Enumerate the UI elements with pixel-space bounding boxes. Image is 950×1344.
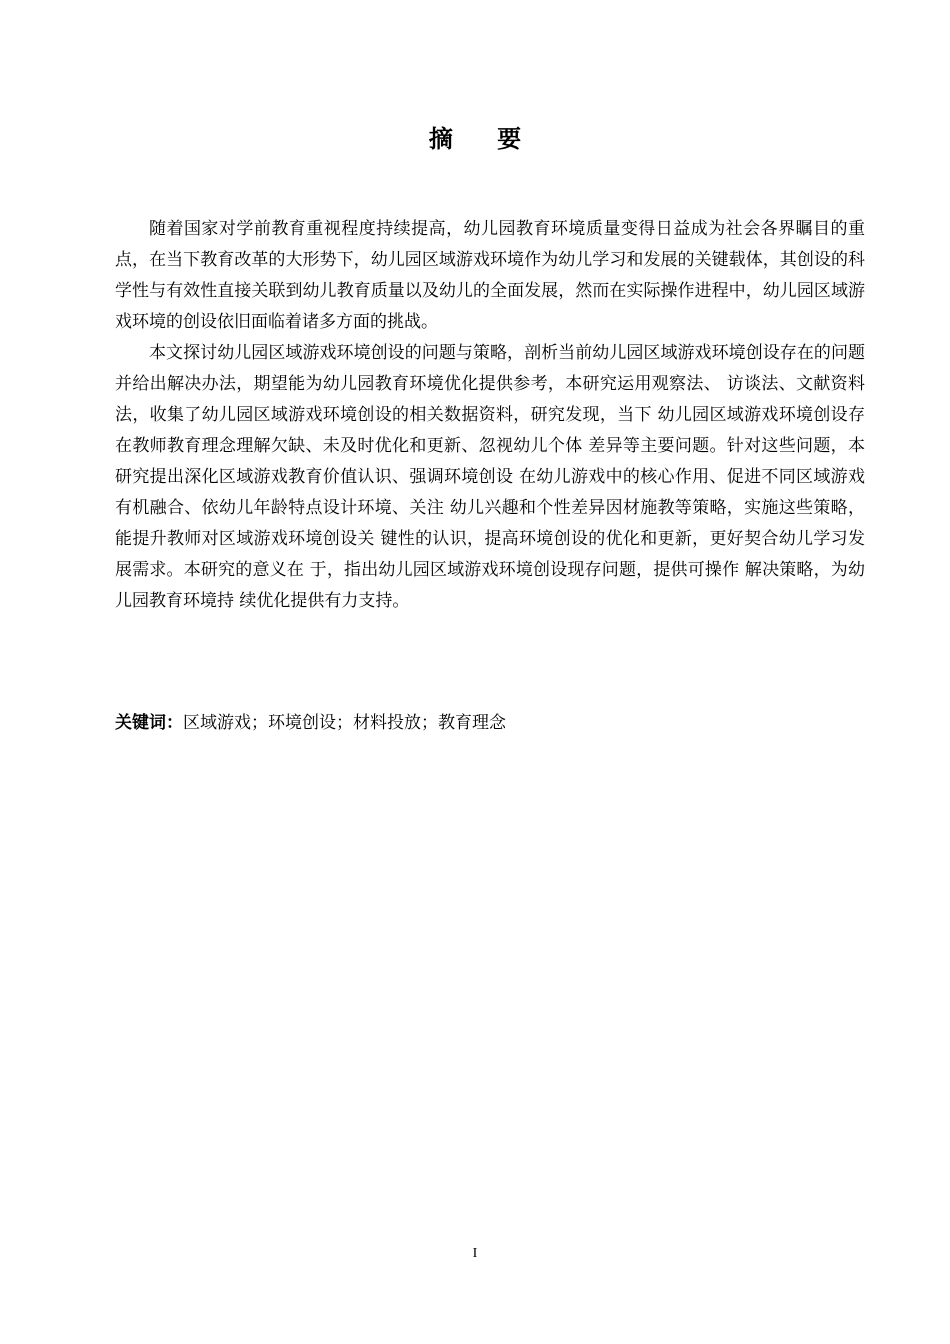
abstract-body (115, 214, 865, 617)
abstract-paragraph-2: 本文探讨幼儿园区域游戏环境创设的问题与策略，剖析当前幼儿园区域游戏环境创设存在的问题并给出解决办法，期望能为幼儿园教育环境优化提供参考，本研究运用观察法、 访谈法、文献资料法，收集了幼儿园区域游戏环境创设的相关数据资料，研究发现，当下 幼儿园区域游戏环境创设存在教师教育理念理解欠缺、未及时优化和更新、忽视幼儿个体 差异等主要问题。针对这些问题，本研究提出深化区域游戏教育价值认识、强调环境创设 在幼儿游戏中的核心作用、促进不同区域游戏有机融合、依幼儿年龄特点设计环境、关注 幼儿兴趣和个性差异因材施教等策略，实施这些策略，能提升教师对区域游戏环境创设关 键性的认识，提高环境创设的优化和更新，更好契合幼儿学习发展需求。本研究的意义在 于，指出幼儿园区域游戏环境创设现存问题，提供可操作 解决策略，为幼儿园教育环境持 续优化提供有力支持。 (115, 343, 865, 611)
keywords-value: 区域游戏；环境创设；材料投放；教育理念 (183, 713, 506, 733)
keywords-label: 关键词： (115, 713, 183, 733)
abstract-paragraph-1: 随着国家对学前教育重视程度持续提高，幼儿园教育环境质量变得日益成为社会各界瞩目的重点，在当下教育改革的大形势下，幼儿园区域游戏环境作为幼儿学习和发展的关键载体，其创设的科学性与有效性直接关联到幼儿教育质量以及幼儿的全面发展，然而在实际操作进程中，幼儿园区域游戏环境的创设依旧面临着诸多方面的挑战。 (115, 219, 865, 332)
abstract-title: 摘 要 (428, 125, 540, 153)
keywords-line (115, 708, 506, 739)
page-number: I (472, 1246, 478, 1261)
